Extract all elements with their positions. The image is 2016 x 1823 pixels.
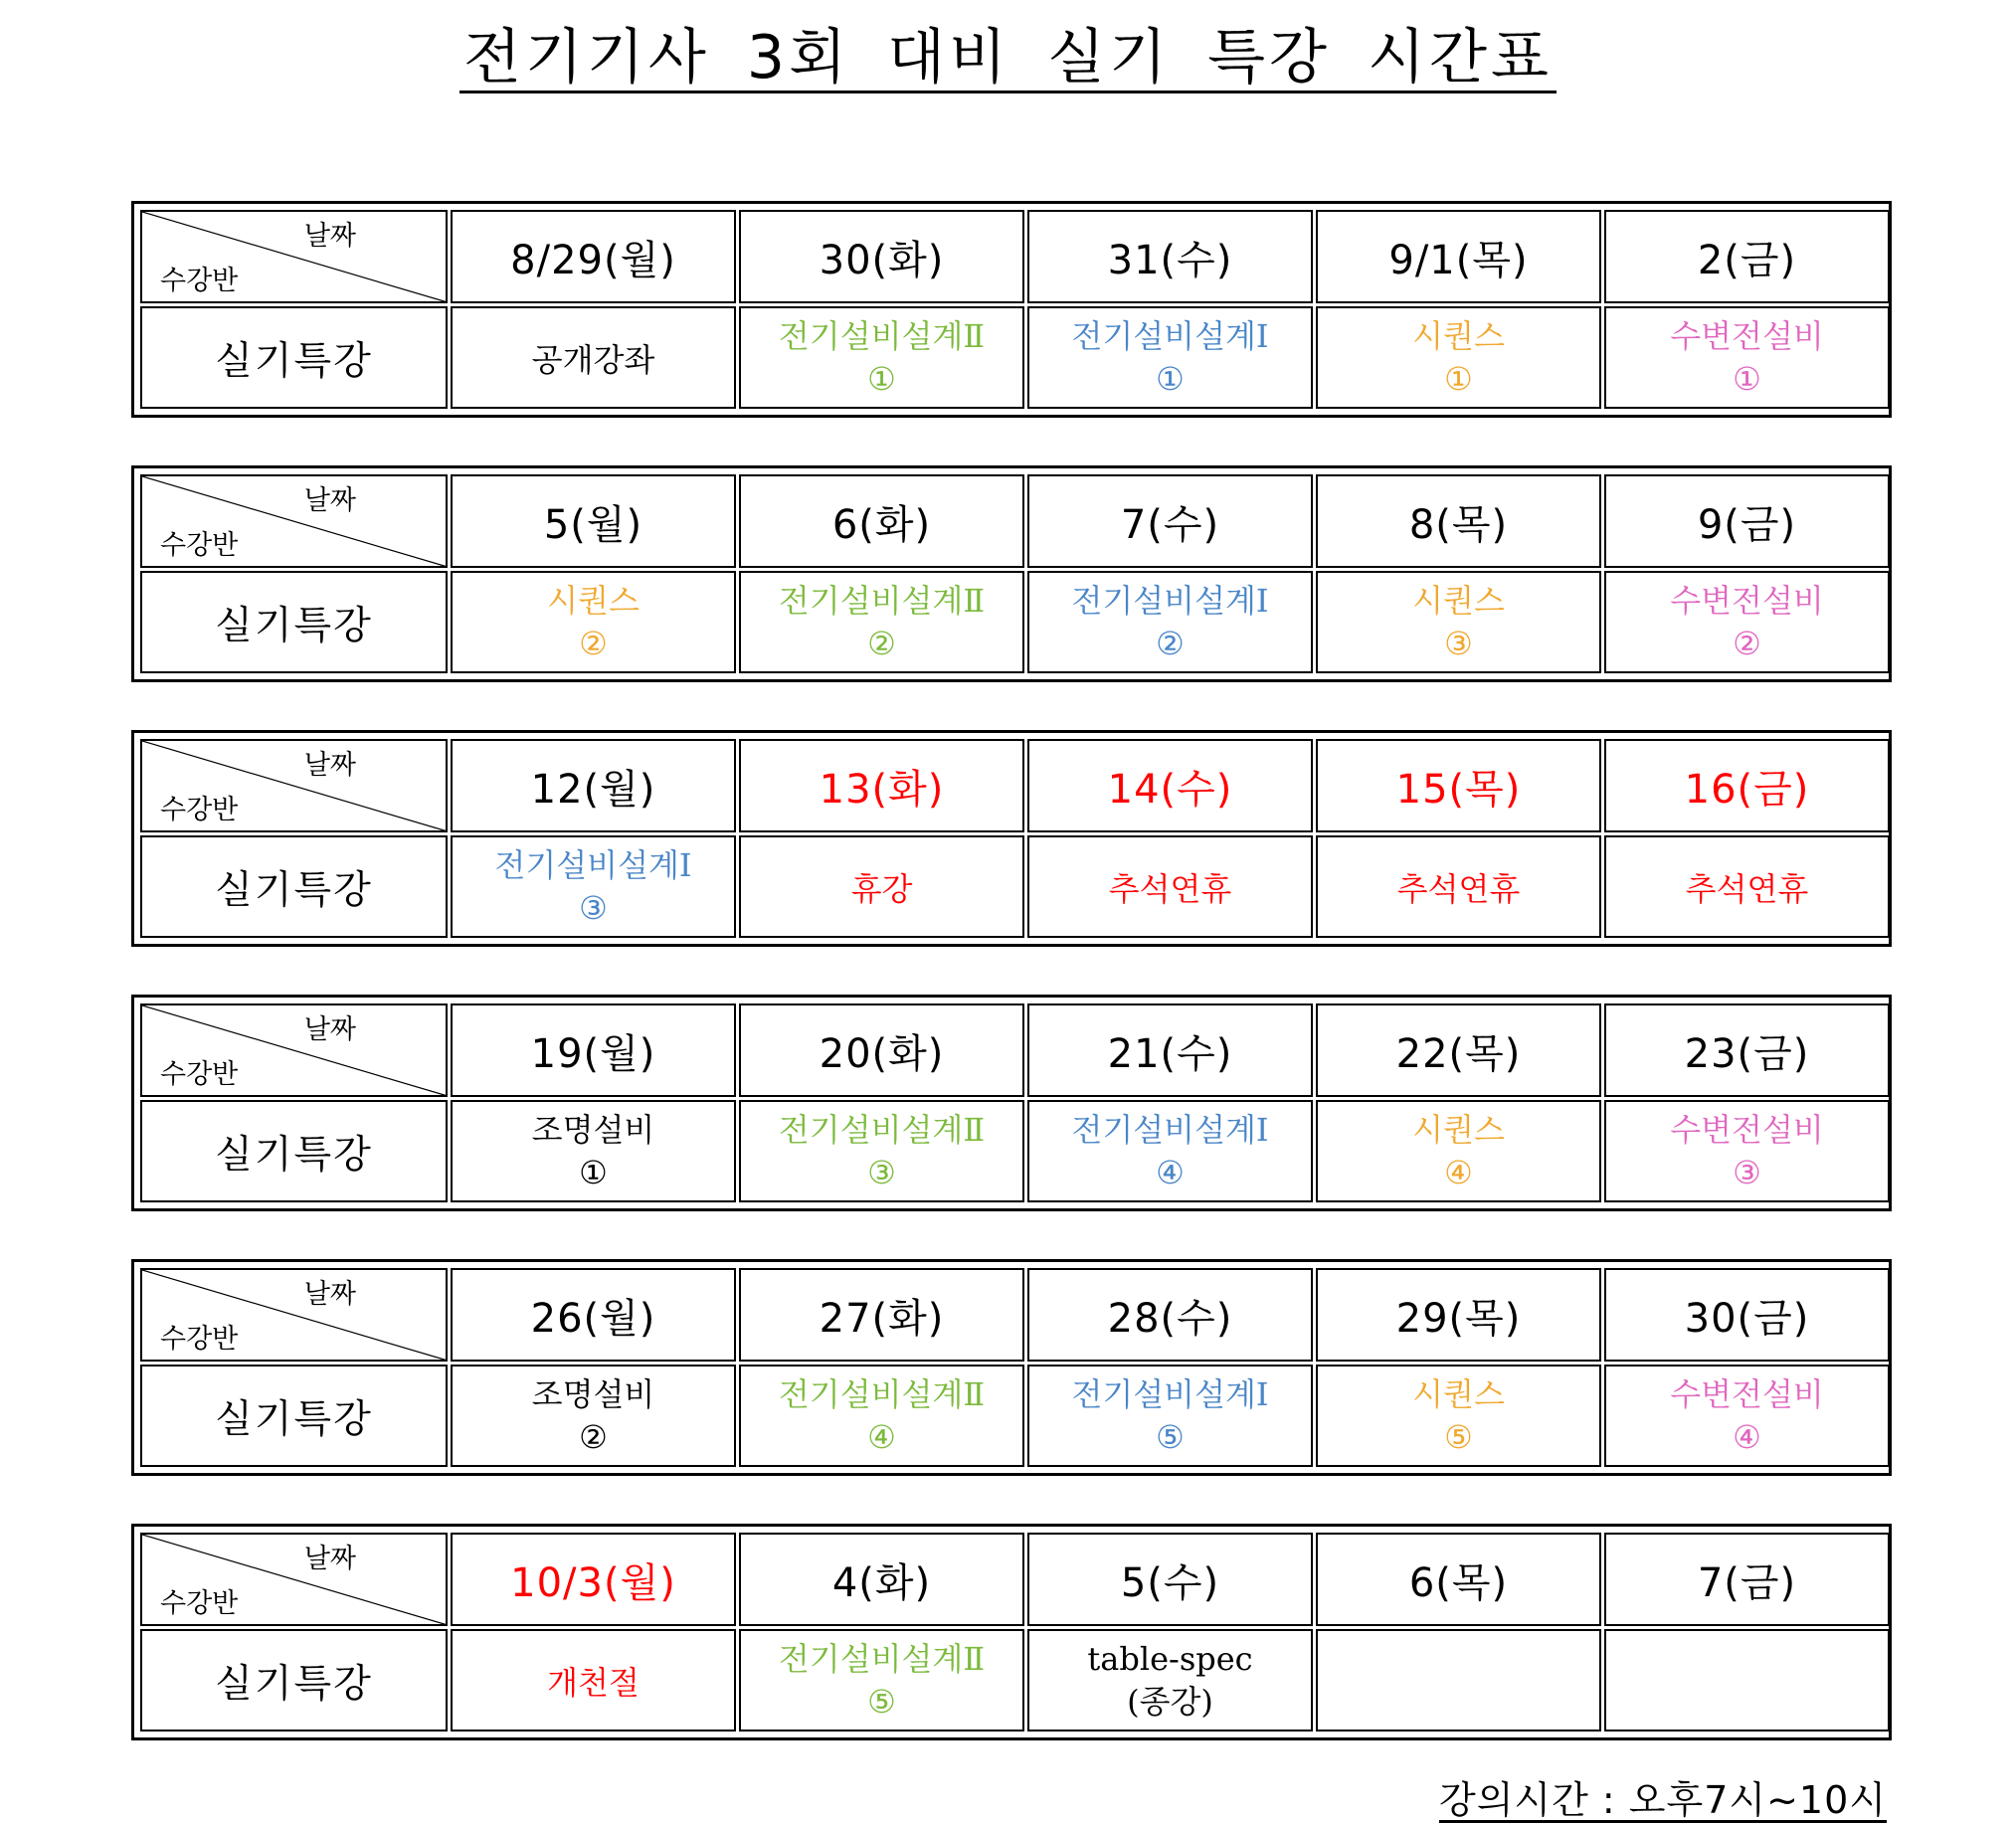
session-number: ⑤: [1444, 1417, 1473, 1456]
date-cell: 22(목): [1316, 1003, 1601, 1097]
session-number: (종강): [1127, 1682, 1213, 1721]
date-cell: 2(금): [1604, 210, 1890, 303]
class-name: 추석연휴: [1108, 869, 1232, 908]
session-number: ②: [1156, 624, 1185, 662]
class-row: [140, 1629, 1890, 1732]
class-name: 수변전설비: [1670, 581, 1824, 620]
corner-header-cell: [140, 1003, 448, 1097]
class-name: 전기설비설계Ⅱ: [778, 316, 986, 355]
class-row: [140, 306, 1890, 409]
date-cell: 31(수): [1027, 210, 1313, 303]
class-name: 시퀀스: [1412, 581, 1505, 620]
class-name: 시퀀스: [1412, 1110, 1505, 1149]
date-row: [140, 739, 1890, 832]
session-number: ①: [1733, 359, 1761, 398]
session-number: ⑤: [867, 1682, 896, 1721]
row-label: 실기특강: [140, 571, 448, 673]
row-label: 실기특강: [140, 1365, 448, 1467]
date-cell: 20(화): [739, 1003, 1024, 1097]
session-number: ③: [1444, 624, 1473, 662]
class-name: 전기설비설계Ⅰ: [494, 845, 692, 884]
date-cell: 28(수): [1027, 1268, 1313, 1362]
week-grid: [137, 471, 1893, 676]
class-name: 추석연휴: [1685, 869, 1809, 908]
class-name: 공개강좌: [531, 340, 655, 379]
corner-header-cell: [140, 474, 448, 568]
week-grid: [137, 1001, 1893, 1205]
header-class-label: 수강반: [160, 795, 239, 826]
class-cell: [1027, 1629, 1313, 1732]
session-number: ②: [579, 624, 608, 662]
date-cell: 27(화): [739, 1268, 1024, 1362]
session-number: ④: [1156, 1153, 1185, 1191]
date-row: [140, 474, 1890, 568]
class-cell: [1604, 571, 1890, 673]
week-table: [131, 201, 1892, 418]
session-number: ③: [1733, 1153, 1761, 1191]
session-number: ②: [1733, 624, 1761, 662]
date-cell: 6(목): [1316, 1533, 1601, 1626]
session-number: ①: [579, 1153, 608, 1191]
session-number: ②: [579, 1417, 608, 1456]
class-name: 전기설비설계Ⅰ: [1071, 316, 1269, 355]
class-name: 시퀀스: [1412, 1374, 1505, 1413]
class-cell: [1316, 1365, 1601, 1467]
date-cell: 5(수): [1027, 1533, 1313, 1626]
row-label: 실기특강: [140, 835, 448, 938]
session-number: ④: [867, 1417, 896, 1456]
class-name: 전기설비설계Ⅱ: [778, 1639, 986, 1678]
class-cell: [739, 1365, 1024, 1467]
date-cell: 15(목): [1316, 739, 1601, 832]
date-cell: 4(화): [739, 1533, 1024, 1626]
week-table: [131, 995, 1892, 1211]
class-cell: [1027, 1100, 1313, 1202]
date-cell: 9/1(목): [1316, 210, 1601, 303]
session-number: ①: [1156, 359, 1185, 398]
class-cell: [1316, 571, 1601, 673]
class-name: 전기설비설계Ⅱ: [778, 581, 986, 620]
class-cell: [451, 835, 736, 938]
class-name: 추석연휴: [1396, 869, 1521, 908]
session-number: ①: [867, 359, 896, 398]
header-class-label: 수강반: [160, 1588, 239, 1620]
class-name: 시퀀스: [547, 581, 640, 620]
class-cell: [739, 835, 1024, 938]
week-table: [131, 1524, 1892, 1740]
lecture-time-note: 강의시간 : 오후7시~10시: [1439, 1778, 1887, 1822]
class-name: 시퀀스: [1412, 316, 1505, 355]
class-name: 조명설비: [531, 1374, 655, 1413]
date-cell: 14(수): [1027, 739, 1313, 832]
class-cell: [451, 306, 736, 409]
week-table: [131, 1259, 1892, 1476]
date-cell: 19(월): [451, 1003, 736, 1097]
class-cell: [1027, 1365, 1313, 1467]
week-grid: [137, 207, 1893, 412]
date-cell: 30(화): [739, 210, 1024, 303]
header-date-label: 날짜: [303, 485, 356, 516]
class-name: 전기설비설계Ⅰ: [1071, 1110, 1269, 1149]
date-cell: 29(목): [1316, 1268, 1601, 1362]
header-date-label: 날짜: [303, 750, 356, 781]
class-cell: [1316, 1629, 1601, 1732]
date-row: [140, 1003, 1890, 1097]
class-cell: [739, 1629, 1024, 1732]
class-cell: [1316, 1100, 1601, 1202]
corner-header-cell: [140, 210, 448, 303]
date-cell: 8(목): [1316, 474, 1601, 568]
session-number: ①: [1444, 359, 1473, 398]
week-grid: [137, 1265, 1893, 1470]
date-cell: 7(금): [1604, 1533, 1890, 1626]
class-cell: [1604, 1100, 1890, 1202]
class-cell: [451, 1100, 736, 1202]
page-title-text: 전기기사 3회 대비 실기 특강 시간표: [459, 25, 1557, 93]
class-name: 전기설비설계Ⅰ: [1071, 1374, 1269, 1413]
corner-header-cell: [140, 1268, 448, 1362]
date-row: [140, 1533, 1890, 1626]
header-class-label: 수강반: [160, 1059, 239, 1091]
header-date-label: 날짜: [303, 221, 356, 252]
class-name: 휴강: [850, 869, 913, 908]
session-number: ④: [1733, 1417, 1761, 1456]
date-cell: 21(수): [1027, 1003, 1313, 1097]
class-cell: [451, 571, 736, 673]
date-cell: 23(금): [1604, 1003, 1890, 1097]
class-cell: [739, 306, 1024, 409]
corner-header-cell: [140, 1533, 448, 1626]
class-name: 조명설비: [531, 1110, 655, 1149]
row-label: 실기특강: [140, 1100, 448, 1202]
header-class-label: 수강반: [160, 530, 239, 562]
session-number: ④: [1444, 1153, 1473, 1191]
class-row: [140, 835, 1890, 938]
week-grid: [137, 736, 1893, 941]
class-name: 수변전설비: [1670, 316, 1824, 355]
header-class-label: 수강반: [160, 1324, 239, 1356]
class-cell: [1027, 306, 1313, 409]
class-cell: [1316, 835, 1601, 938]
date-cell: 10/3(월): [451, 1533, 736, 1626]
date-cell: 6(화): [739, 474, 1024, 568]
class-name: 수변전설비: [1670, 1110, 1824, 1149]
class-cell: [1604, 306, 1890, 409]
date-cell: 8/29(월): [451, 210, 736, 303]
week-table: [131, 465, 1892, 682]
date-cell: 12(월): [451, 739, 736, 832]
date-cell: 9(금): [1604, 474, 1890, 568]
week-table: [131, 730, 1892, 947]
date-cell: 30(금): [1604, 1268, 1890, 1362]
session-number: ③: [867, 1153, 896, 1191]
class-row: [140, 571, 1890, 673]
date-cell: 16(금): [1604, 739, 1890, 832]
class-name: table-spec: [1087, 1639, 1253, 1678]
week-grid: [137, 1530, 1893, 1734]
session-number: ②: [867, 624, 896, 662]
class-cell: [1316, 306, 1601, 409]
header-date-label: 날짜: [303, 1544, 356, 1574]
class-name: 개천절: [547, 1663, 640, 1702]
date-cell: 5(월): [451, 474, 736, 568]
class-name: 전기설비설계Ⅰ: [1071, 581, 1269, 620]
class-cell: [1027, 571, 1313, 673]
class-cell: [451, 1365, 736, 1467]
class-name: 전기설비설계Ⅱ: [778, 1110, 986, 1149]
class-row: [140, 1365, 1890, 1467]
session-number: ③: [579, 888, 608, 927]
class-cell: [739, 571, 1024, 673]
date-row: [140, 1268, 1890, 1362]
corner-header-cell: [140, 739, 448, 832]
class-cell: [1027, 835, 1313, 938]
row-label: 실기특강: [140, 1629, 448, 1732]
page-title: [0, 22, 2016, 93]
date-cell: 7(수): [1027, 474, 1313, 568]
class-cell: [1604, 835, 1890, 938]
class-cell: [1604, 1629, 1890, 1732]
class-cell: [451, 1629, 736, 1732]
class-cell: [1604, 1365, 1890, 1467]
class-name: 전기설비설계Ⅱ: [778, 1374, 986, 1413]
date-cell: 13(화): [739, 739, 1024, 832]
class-cell: [739, 1100, 1024, 1202]
row-label: 실기특강: [140, 306, 448, 409]
header-date-label: 날짜: [303, 1014, 356, 1045]
session-number: ⑤: [1156, 1417, 1185, 1456]
header-class-label: 수강반: [160, 266, 239, 297]
header-date-label: 날짜: [303, 1279, 356, 1310]
class-row: [140, 1100, 1890, 1202]
date-row: [140, 210, 1890, 303]
class-name: 수변전설비: [1670, 1374, 1824, 1413]
date-cell: 26(월): [451, 1268, 736, 1362]
